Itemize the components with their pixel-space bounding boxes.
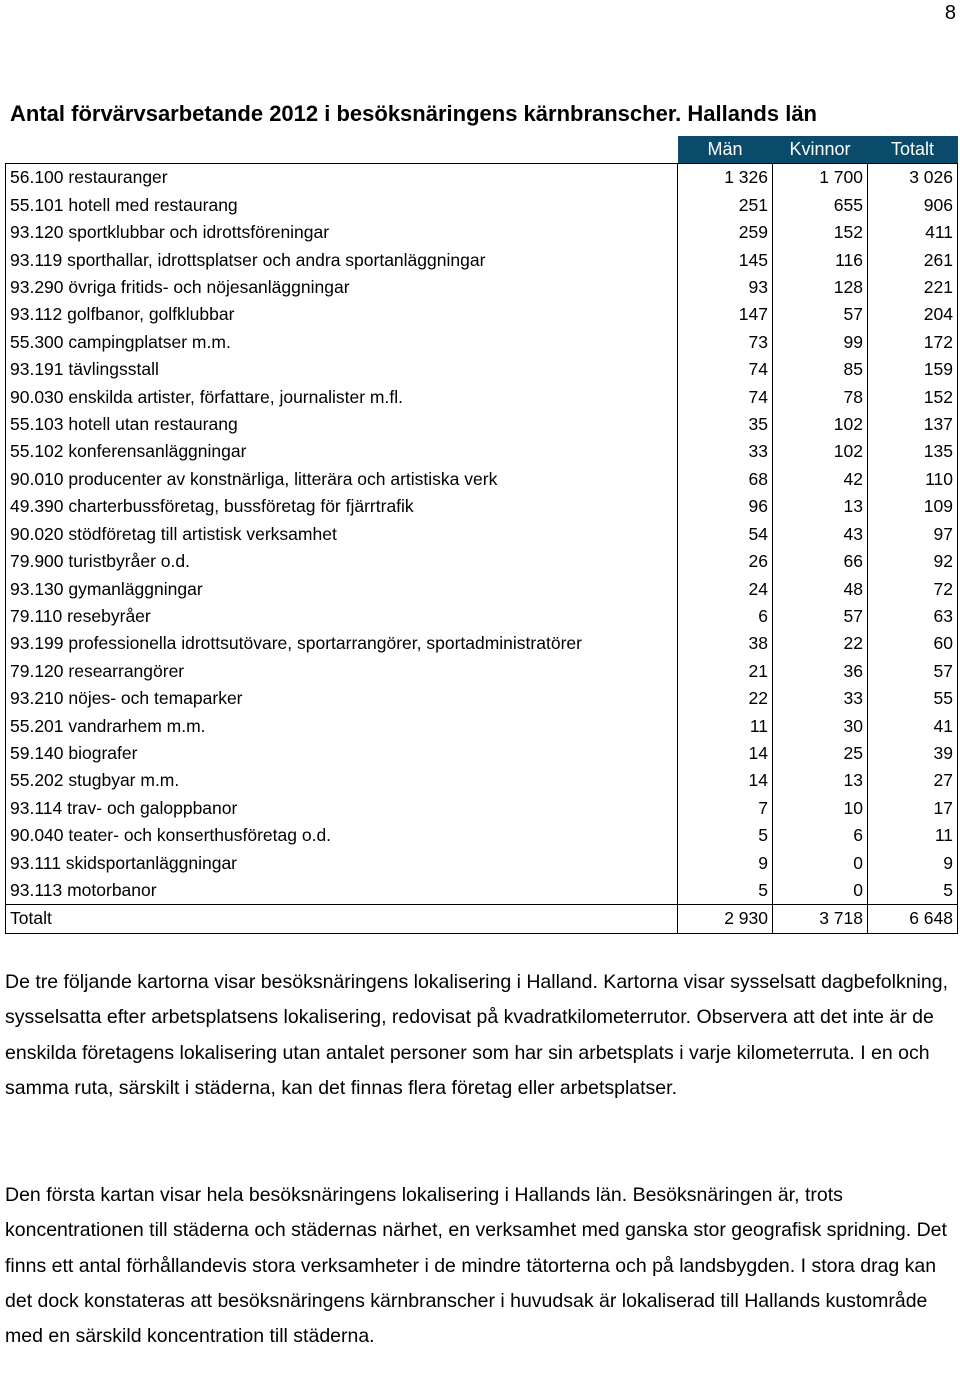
- cell-branch-name: 93.199 professionella idrottsutövare, sportarrangörer, sportadministratörer: [6, 630, 678, 657]
- cell-women: 43: [773, 521, 868, 548]
- cell-women: 36: [773, 658, 868, 685]
- cell-men: 21: [678, 658, 773, 685]
- cell-total: 411: [868, 219, 958, 246]
- cell-women: 48: [773, 576, 868, 603]
- cell-women: 1 700: [773, 164, 868, 192]
- cell-branch-name: 93.113 motorbanor: [6, 877, 678, 905]
- table-row: [6, 850, 958, 877]
- cell-women: 0: [773, 850, 868, 877]
- table-total-row: [6, 905, 958, 933]
- table-row: [6, 767, 958, 794]
- cell-total: 159: [868, 356, 958, 383]
- cell-total: 17: [868, 795, 958, 822]
- cell-branch-name: 93.114 trav- och galoppbanor: [6, 795, 678, 822]
- cell-total: 92: [868, 548, 958, 575]
- header-total: Totalt: [868, 136, 958, 164]
- cell-women: 57: [773, 603, 868, 630]
- cell-men: 54: [678, 521, 773, 548]
- cell-total: 9: [868, 850, 958, 877]
- cell-branch-name: 90.020 stödföretag till artistisk verksamhet: [6, 521, 678, 548]
- cell-women: 10: [773, 795, 868, 822]
- cell-branch-name: 93.119 sporthallar, idrottsplatser och andra sportanläggningar: [6, 247, 678, 274]
- cell-branch-name: 93.210 nöjes- och temaparker: [6, 685, 678, 712]
- cell-branch-name: 59.140 biografer: [6, 740, 678, 767]
- cell-women: 102: [773, 438, 868, 465]
- table-row: [6, 603, 958, 630]
- cell-men: 6: [678, 603, 773, 630]
- cell-women: 6: [773, 822, 868, 849]
- cell-men: 96: [678, 493, 773, 520]
- table-row: [6, 795, 958, 822]
- cell-total: 261: [868, 247, 958, 274]
- cell-men: 5: [678, 822, 773, 849]
- table-row: [6, 356, 958, 383]
- cell-men: 147: [678, 301, 773, 328]
- cell-women: 33: [773, 685, 868, 712]
- table-row: [6, 466, 958, 493]
- cell-men: 74: [678, 384, 773, 411]
- cell-women: 128: [773, 274, 868, 301]
- cell-branch-name: 49.390 charterbussföretag, bussföretag för fjärrtrafik: [6, 493, 678, 520]
- cell-branch-name: Totalt: [6, 905, 678, 933]
- cell-total: 55: [868, 685, 958, 712]
- cell-men: 93: [678, 274, 773, 301]
- cell-total: 72: [868, 576, 958, 603]
- cell-men: 14: [678, 740, 773, 767]
- cell-total: 110: [868, 466, 958, 493]
- table-row: [6, 822, 958, 849]
- cell-total: 11: [868, 822, 958, 849]
- cell-total: 906: [868, 192, 958, 219]
- cell-branch-name: 90.030 enskilda artister, författare, journalister m.fl.: [6, 384, 678, 411]
- table-row: [6, 329, 958, 356]
- table-row: [6, 384, 958, 411]
- cell-women: 13: [773, 493, 868, 520]
- cell-total: 63: [868, 603, 958, 630]
- cell-men: 251: [678, 192, 773, 219]
- table-row: [6, 630, 958, 657]
- cell-women: 13: [773, 767, 868, 794]
- table-row: [6, 411, 958, 438]
- cell-branch-name: 79.110 resebyråer: [6, 603, 678, 630]
- cell-men: 9: [678, 850, 773, 877]
- cell-women: 57: [773, 301, 868, 328]
- table-row: [6, 713, 958, 740]
- cell-total: 3 026: [868, 164, 958, 192]
- cell-total: 204: [868, 301, 958, 328]
- table-row: [6, 274, 958, 301]
- cell-total: 57: [868, 658, 958, 685]
- paragraph-first-map: Den första kartan visar hela besöksnäringens lokalisering i Hallands län. Besöksnäringen är, trots koncentrationen till städerna och städernas närhet, en verksamhet med ganska stor geografisk spridning. Det finns ett antal förhållandevis stora verksamheter i de mindre tätorterna och på landsbygden. I stora drag kan det dock konstateras att besöksnäringens kärnbranscher i huvudsak är lokaliserad till Hallands kustområde med en särskild koncentration till städerna.: [5, 1184, 947, 1348]
- cell-branch-name: 55.300 campingplatser m.m.: [6, 329, 678, 356]
- table-row: [6, 877, 958, 905]
- table-row: [6, 548, 958, 575]
- cell-branch-name: 93.290 övriga fritids- och nöjesanläggningar: [6, 274, 678, 301]
- cell-branch-name: 90.040 teater- och konserthusföretag o.d.: [6, 822, 678, 849]
- table-row: [6, 247, 958, 274]
- cell-branch-name: 93.120 sportklubbar och idrottsföreningar: [6, 219, 678, 246]
- cell-women: 655: [773, 192, 868, 219]
- cell-men: 5: [678, 877, 773, 905]
- cell-men: 2 930: [678, 905, 773, 933]
- cell-branch-name: 93.112 golfbanor, golfklubbar: [6, 301, 678, 328]
- cell-branch-name: 55.101 hotell med restaurang: [6, 192, 678, 219]
- cell-women: 22: [773, 630, 868, 657]
- cell-men: 145: [678, 247, 773, 274]
- cell-women: 152: [773, 219, 868, 246]
- header-men: Män: [678, 136, 773, 164]
- cell-branch-name: 93.191 tävlingsstall: [6, 356, 678, 383]
- cell-men: 7: [678, 795, 773, 822]
- table-row: [6, 219, 958, 246]
- cell-total: 5: [868, 877, 958, 905]
- cell-total: 221: [868, 274, 958, 301]
- header-women: Kvinnor: [773, 136, 868, 164]
- cell-branch-name: 79.900 turistbyråer o.d.: [6, 548, 678, 575]
- page-number: 8: [944, 2, 956, 24]
- cell-women: 42: [773, 466, 868, 493]
- cell-women: 85: [773, 356, 868, 383]
- cell-total: 41: [868, 713, 958, 740]
- cell-total: 6 648: [868, 905, 958, 933]
- cell-women: 25: [773, 740, 868, 767]
- cell-branch-name: 93.130 gymanläggningar: [6, 576, 678, 603]
- cell-total: 137: [868, 411, 958, 438]
- cell-branch-name: 79.120 researrangörer: [6, 658, 678, 685]
- table-row: [6, 301, 958, 328]
- table-title: Antal förvärvsarbetande 2012 i besöksnäringens kärnbranscher. Hallands län: [10, 101, 817, 126]
- cell-men: 74: [678, 356, 773, 383]
- cell-men: 68: [678, 466, 773, 493]
- cell-men: 73: [678, 329, 773, 356]
- cell-total: 135: [868, 438, 958, 465]
- cell-men: 24: [678, 576, 773, 603]
- table-row: [6, 438, 958, 465]
- table-row: [6, 576, 958, 603]
- cell-women: 78: [773, 384, 868, 411]
- cell-men: 259: [678, 219, 773, 246]
- cell-women: 66: [773, 548, 868, 575]
- cell-women: 102: [773, 411, 868, 438]
- cell-total: 60: [868, 630, 958, 657]
- table-row: [6, 740, 958, 767]
- cell-men: 26: [678, 548, 773, 575]
- table-row: [6, 658, 958, 685]
- cell-branch-name: 55.102 konferensanläggningar: [6, 438, 678, 465]
- table-row: [6, 685, 958, 712]
- cell-branch-name: 55.201 vandrarhem m.m.: [6, 713, 678, 740]
- cell-women: 116: [773, 247, 868, 274]
- cell-women: 30: [773, 713, 868, 740]
- cell-total: 97: [868, 521, 958, 548]
- cell-branch-name: 90.010 producenter av konstnärliga, litterära och artistiska verk: [6, 466, 678, 493]
- table-row: [6, 493, 958, 520]
- table-row: [6, 164, 958, 192]
- table-body: [6, 164, 958, 933]
- cell-total: 27: [868, 767, 958, 794]
- cell-branch-name: 55.103 hotell utan restaurang: [6, 411, 678, 438]
- cell-women: 0: [773, 877, 868, 905]
- table-row: [6, 521, 958, 548]
- cell-total: 152: [868, 384, 958, 411]
- cell-men: 11: [678, 713, 773, 740]
- table-row: [6, 192, 958, 219]
- cell-women: 99: [773, 329, 868, 356]
- header-blank: [6, 136, 678, 164]
- paragraph-maps-intro: De tre följande kartorna visar besöksnäringens lokalisering i Halland. Kartorna visar sysselsatt dagbefolkning, sysselsatta efter arbetsplatsens lokalisering, redovisat på kvadratkilometerrutor. Observera att det inte är de enskilda företagens lokalisering utan antalet personer som har sin arbetsplats i varje kilometerruta. I en och samma ruta, särskilt i städerna, kan det finnas flera företag eller arbetsplatser.: [5, 971, 948, 1099]
- cell-women: 3 718: [773, 905, 868, 933]
- cell-branch-name: 55.202 stugbyar m.m.: [6, 767, 678, 794]
- cell-men: 1 326: [678, 164, 773, 192]
- table-header-row: [6, 136, 958, 164]
- cell-total: 172: [868, 329, 958, 356]
- cell-total: 39: [868, 740, 958, 767]
- cell-branch-name: 93.111 skidsportanläggningar: [6, 850, 678, 877]
- cell-men: 14: [678, 767, 773, 794]
- cell-total: 109: [868, 493, 958, 520]
- cell-men: 35: [678, 411, 773, 438]
- cell-men: 38: [678, 630, 773, 657]
- employment-table: [5, 136, 958, 934]
- cell-men: 22: [678, 685, 773, 712]
- cell-men: 33: [678, 438, 773, 465]
- cell-branch-name: 56.100 restauranger: [6, 164, 678, 192]
